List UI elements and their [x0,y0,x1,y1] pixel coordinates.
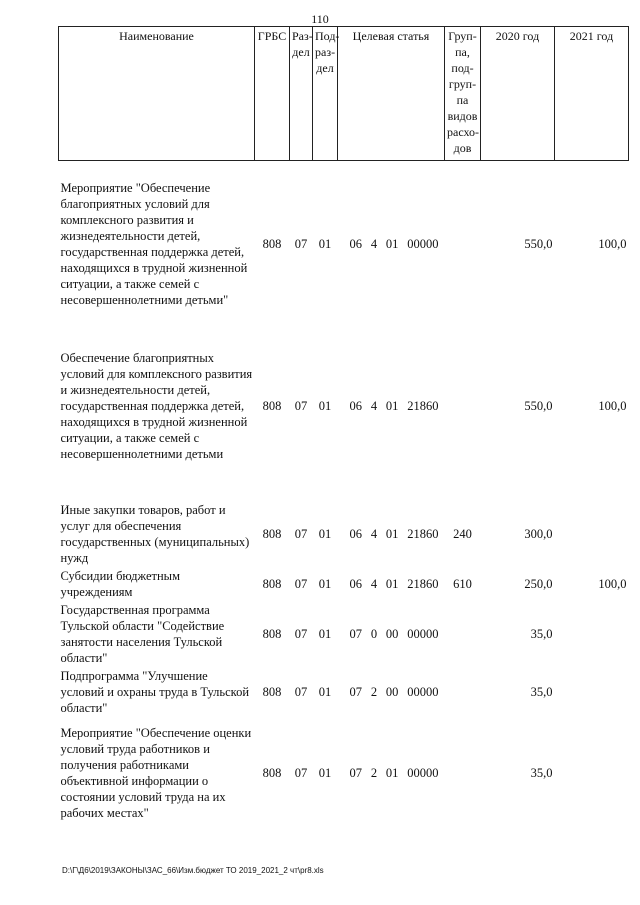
header-vr-line: расхо- [447,125,480,139]
row-name: Субсидии бюджетным учреждениям [60,568,180,599]
cs-subprogram: 4 [370,526,378,541]
row-amount-2020: 35,0 [530,626,553,641]
cs-program: 06 [349,398,362,413]
row-amount-2021 [555,717,629,829]
row-expense-group: 610 [453,576,472,591]
row-name: Государственная программа Тульской области "Содействие занятости населения Тульской области" [60,602,225,665]
cs-direction: 00000 [407,626,439,641]
table-row [59,567,629,601]
footer-file-path: D:\Г\Д6\2019\ЗАКОНЫ\ЗАС_66\Изм.бюджет ТО 2019_2021_2 чт\pr8.xls [62,866,324,875]
cs-direction: 00000 [407,765,439,780]
row-podrazdel: 01 [318,576,332,591]
row-amount-2021 [555,501,629,567]
cs-subprogram: 4 [370,398,378,413]
row-expense-group [445,341,481,471]
header-razdel-line: Раз- [292,29,313,43]
cs-subprogram: 2 [370,684,378,699]
table-header-row [59,27,629,161]
row-amount-2020: 550,0 [524,398,553,413]
row-grbs: 808 [262,626,282,641]
row-expense-group [445,717,481,829]
row-amount-2020: 250,0 [524,576,553,591]
cs-event: 00 [385,684,399,699]
table-row [59,601,629,667]
cs-subprogram: 2 [370,765,378,780]
row-amount-2021 [555,601,629,667]
cs-direction: 21860 [407,526,439,541]
header-vr-line: па, [455,45,470,59]
cs-event: 00 [385,626,399,641]
row-target-article [338,341,445,471]
header-name: Наименование [59,27,255,161]
row-grbs: 808 [262,236,282,251]
row-target-article [338,717,445,829]
header-vr-line: Груп- [448,29,477,43]
row-razdel: 07 [294,526,308,541]
cs-direction: 21860 [407,576,439,591]
cs-program: 06 [349,526,362,541]
cs-event: 01 [385,765,399,780]
cs-program: 07 [349,684,362,699]
cs-event: 01 [385,398,399,413]
header-podrazdel-line: дел [316,61,334,75]
header-vr-line: па [456,93,469,107]
header-razdel [290,27,313,161]
table-row [59,341,629,471]
row-name: Мероприятие "Обеспечение благоприятных условий для комплексного развития и жизнедеятельности детей, государственная поддержка детей, находящихся в трудной жизненной ситуации, а также семей с несовершеннолетними детьми" [60,180,248,307]
row-razdel: 07 [294,576,308,591]
row-podrazdel: 01 [318,626,332,641]
page-number: 110 [311,12,329,26]
row-podrazdel: 01 [318,236,332,251]
cs-subprogram: 4 [370,576,378,591]
row-target-article [338,667,445,717]
cs-direction: 00000 [407,236,439,251]
row-amount-2021: 100,0 [598,236,627,251]
row-amount-2021 [555,667,629,717]
header-podrazdel-line: Под- [315,29,340,43]
table-row [59,717,629,829]
row-target-article [338,501,445,567]
row-name: Иные закупки товаров, работ и услуг для обеспечения государственных (муниципальных) нужд [60,502,250,565]
row-grbs: 808 [262,526,282,541]
table-row [59,501,629,567]
row-podrazdel: 01 [318,684,332,699]
header-vr-line: под- [451,61,474,75]
header-razdel-line: дел [292,45,310,59]
header-target-article: Целевая статья [338,27,445,161]
cs-subprogram: 4 [370,236,378,251]
cs-event: 01 [385,576,399,591]
cs-program: 07 [349,626,362,641]
row-podrazdel: 01 [318,526,332,541]
row-amount-2020: 300,0 [524,526,553,541]
cs-program: 06 [349,576,362,591]
header-vr-line: груп- [448,77,477,91]
row-razdel: 07 [294,236,308,251]
row-amount-2021: 100,0 [598,576,627,591]
row-name: Подпрограмма "Улучшение условий и охраны труда в Тульской области" [60,668,250,715]
cs-subprogram: 0 [370,626,378,641]
table-row [59,667,629,717]
row-amount-2020: 550,0 [524,236,553,251]
row-expense-group: 240 [453,526,472,541]
row-name: Мероприятие "Обеспечение оценки условий труда работников и получения работниками объективной информации о состоянии условий труда на их рабочих местах" [60,725,252,820]
row-razdel: 07 [294,398,308,413]
header-grbs: ГРБС [255,27,290,161]
row-expense-group [445,667,481,717]
row-target-article [338,601,445,667]
row-expense-group [445,601,481,667]
row-name: Обеспечение благоприятных условий для комплексного развития и жизнедеятельности детей, государственная поддержка детей, находящихся в трудной жизненной ситуации, а также семей с несовершеннолетними детьми [60,350,253,461]
cs-event: 01 [385,526,399,541]
row-podrazdel: 01 [318,765,332,780]
header-vr-line: дов [453,141,472,155]
cs-direction: 21860 [407,398,439,413]
cs-program: 06 [349,236,362,251]
header-year-2020: 2020 год [481,27,555,161]
row-razdel: 07 [294,684,308,699]
row-grbs: 808 [262,765,282,780]
row-expense-group [445,161,481,327]
row-grbs: 808 [262,684,282,699]
row-amount-2020: 35,0 [530,765,553,780]
header-podrazdel [313,27,338,161]
row-target-article [338,567,445,601]
cs-program: 07 [349,765,362,780]
header-podrazdel-line: раз- [315,45,336,59]
budget-table [58,26,629,829]
row-spacer [59,327,629,341]
cs-direction: 00000 [407,684,439,699]
cs-event: 01 [385,236,399,251]
row-target-article [338,161,445,327]
row-amount-2020: 35,0 [530,684,553,699]
header-expense-group [445,27,481,161]
row-razdel: 07 [294,626,308,641]
row-grbs: 808 [262,576,282,591]
row-razdel: 07 [294,765,308,780]
row-amount-2021: 100,0 [598,398,627,413]
header-year-2021: 2021 год [555,27,629,161]
row-spacer [59,471,629,501]
row-grbs: 808 [262,398,282,413]
header-vr-line: видов [447,109,478,123]
table-row [59,161,629,327]
row-podrazdel: 01 [318,398,332,413]
